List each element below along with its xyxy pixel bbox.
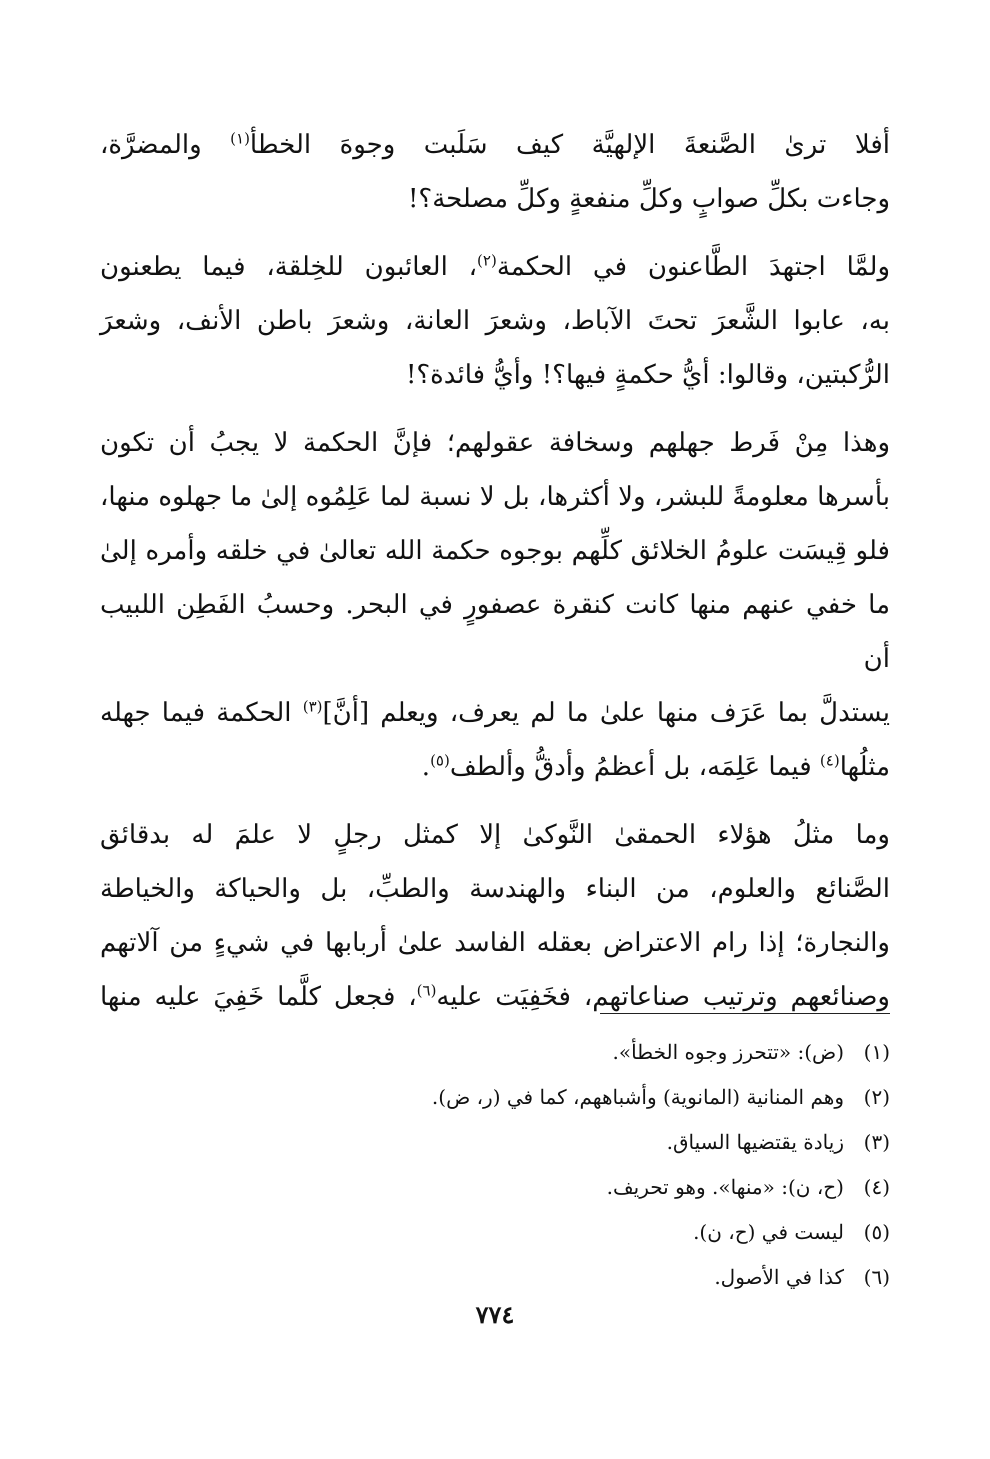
text-run: ، العائبون للخِلقة، فيما يطعنون xyxy=(100,252,478,282)
line xyxy=(100,916,890,970)
text-run: ما خفي عنهم منها كانت كنقرة عصفورٍ في البحر. وحسبُ الفَطِن اللبيب أن xyxy=(100,590,890,674)
footnote-text: وهم المنانية (المانوية) وأشباههم، كما في (ر، ض). xyxy=(431,1085,844,1109)
footnote-number: (٤) xyxy=(863,1175,890,1199)
footnote-text: ليست في (ح، ن). xyxy=(693,1220,844,1244)
text-run: مثلُها xyxy=(839,752,890,782)
text-run: الرُّكبتين، وقالوا: أيُّ حكمةٍ فيها؟! وأيُّ فائدة؟! xyxy=(405,360,890,390)
line xyxy=(100,970,890,1024)
paragraph-1 xyxy=(100,118,890,226)
text-run: . xyxy=(421,752,431,782)
line xyxy=(100,740,890,794)
footnote-item xyxy=(100,1210,890,1255)
paragraph-3 xyxy=(100,416,890,794)
footnote-item xyxy=(100,1120,890,1165)
footnote-ref-4[interactable]: (٤) xyxy=(819,751,840,770)
line xyxy=(100,416,890,470)
line xyxy=(100,686,890,740)
text-run: ، فجعل كلَّما خَفِيَ عليه منها xyxy=(100,982,417,1012)
footnote-separator xyxy=(600,1013,890,1014)
footnote-ref-1[interactable]: (١) xyxy=(230,129,250,148)
footnote-number: (٣) xyxy=(863,1130,890,1154)
footnote-text: (ح، ن): «منها». وهو تحريف. xyxy=(606,1175,844,1199)
text-run: فيما عَلِمَه، بل أعظمُ وأدقُّ وألطف xyxy=(449,752,820,782)
text-run: ولمَّا اجتهدَ الطَّاعنون في الحكمة xyxy=(496,252,890,282)
line xyxy=(100,118,890,172)
footnote-text: كذا في الأصول. xyxy=(714,1265,844,1289)
text-run: به، عابوا الشَّعرَ تحتَ الآباط، وشعرَ العانة، وشعرَ باطن الأنف، وشعرَ xyxy=(100,306,890,336)
footnote-text: زيادة يقتضيها السياق. xyxy=(666,1130,844,1154)
text-run: الصَّنائع والعلوم، من البناء والهندسة والطبِّ، بل والحياكة والخياطة xyxy=(100,874,890,904)
page-number: ٧٧٤ xyxy=(475,1300,515,1329)
footnote-item xyxy=(100,1075,890,1120)
footnote-ref-5[interactable]: (٥) xyxy=(430,751,450,770)
line xyxy=(100,862,890,916)
line xyxy=(100,240,890,294)
line xyxy=(100,524,890,578)
footnote-number: (٦) xyxy=(863,1265,890,1289)
footnote-ref-6[interactable]: (٦) xyxy=(416,981,437,1000)
line xyxy=(100,294,890,348)
footnote-item xyxy=(100,1030,890,1075)
footnote-item xyxy=(100,1165,890,1210)
footnotes-list xyxy=(100,1030,890,1300)
text-run: وصنائعهم وترتيب صناعاتهم، فخَفِيَت عليه xyxy=(436,982,890,1012)
paragraph-2 xyxy=(100,240,890,402)
footnote-number: (٢) xyxy=(863,1085,890,1109)
line xyxy=(100,578,890,686)
line xyxy=(100,172,890,226)
text-run: أفلا ترىٰ الصَّنعةَ الإلهيَّة كيف سَلَبت وجوهَ الخطأ xyxy=(249,130,891,160)
text-run: وما مثلُ هؤلاء الحمقىٰ النَّوكىٰ إلا كمثل رجلٍ لا علمَ له بدقائق xyxy=(100,820,890,850)
footnote-ref-2[interactable]: (٢) xyxy=(477,251,497,270)
text-run: والنجارة؛ إذا رام الاعتراض بعقله الفاسد علىٰ أربابها في شيءٍ من آلاتهم xyxy=(100,928,890,958)
footnote-ref-3[interactable]: (٣) xyxy=(302,697,323,716)
text-run: بأسرها معلومةً للبشر، ولا أكثرها، بل لا نسبة لما عَلِمُوه إلىٰ ما جهلوه منها، xyxy=(100,482,890,512)
footnote-text: (ض): «تتحرز وجوه الخطأ». xyxy=(612,1040,844,1064)
paragraph-4 xyxy=(100,808,890,1024)
text-run: فلو قِيسَت علومُ الخلائق كلِّهم بوجوه حكمة الله تعالىٰ في خلقه وأمره إلىٰ xyxy=(100,536,890,566)
footnote-item xyxy=(100,1255,890,1300)
footnote-number: (٥) xyxy=(863,1220,890,1244)
text-run: وجاءت بكلِّ صوابٍ وكلِّ منفعةٍ وكلِّ مصلحة؟! xyxy=(407,184,890,214)
footnote-number: (١) xyxy=(863,1040,890,1064)
text-run: والمضرَّة، xyxy=(100,130,231,160)
text-run: يستدلَّ بما عَرَف منها علىٰ ما لم يعرف، ويعلم [أنَّ] xyxy=(322,698,890,728)
line xyxy=(100,348,890,402)
line xyxy=(100,808,890,862)
text-run: وهذا مِنْ فَرط جهلهم وسخافة عقولهم؛ فإنَّ الحكمة لا يجبُ أن تكون xyxy=(100,428,890,458)
line xyxy=(100,470,890,524)
text-run: الحكمة فيما جهله xyxy=(100,698,303,728)
